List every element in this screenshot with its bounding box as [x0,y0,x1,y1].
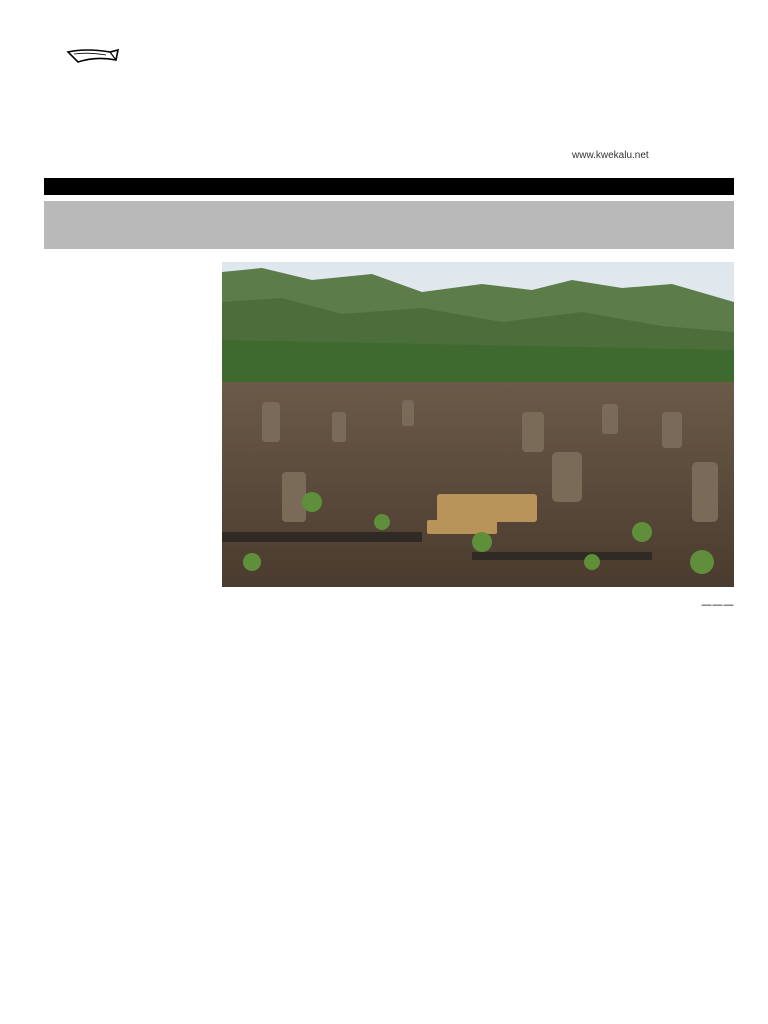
photo-image [222,262,734,587]
masthead [0,0,768,178]
horn-icon [66,46,120,78]
issue-info-bar [44,178,734,195]
newspaper-logo [30,20,320,170]
website-link[interactable]: www.kwekalu.net [572,150,649,161]
article-column-4 [566,594,734,1020]
deforestation-photo [222,262,734,587]
article-column-1 [44,300,214,1020]
article-end-mark: ——— [701,598,734,611]
headline-banner [44,201,734,249]
photo-credit [736,520,750,580]
article-column-3 [392,594,557,1020]
article-column-2 [222,594,382,1020]
